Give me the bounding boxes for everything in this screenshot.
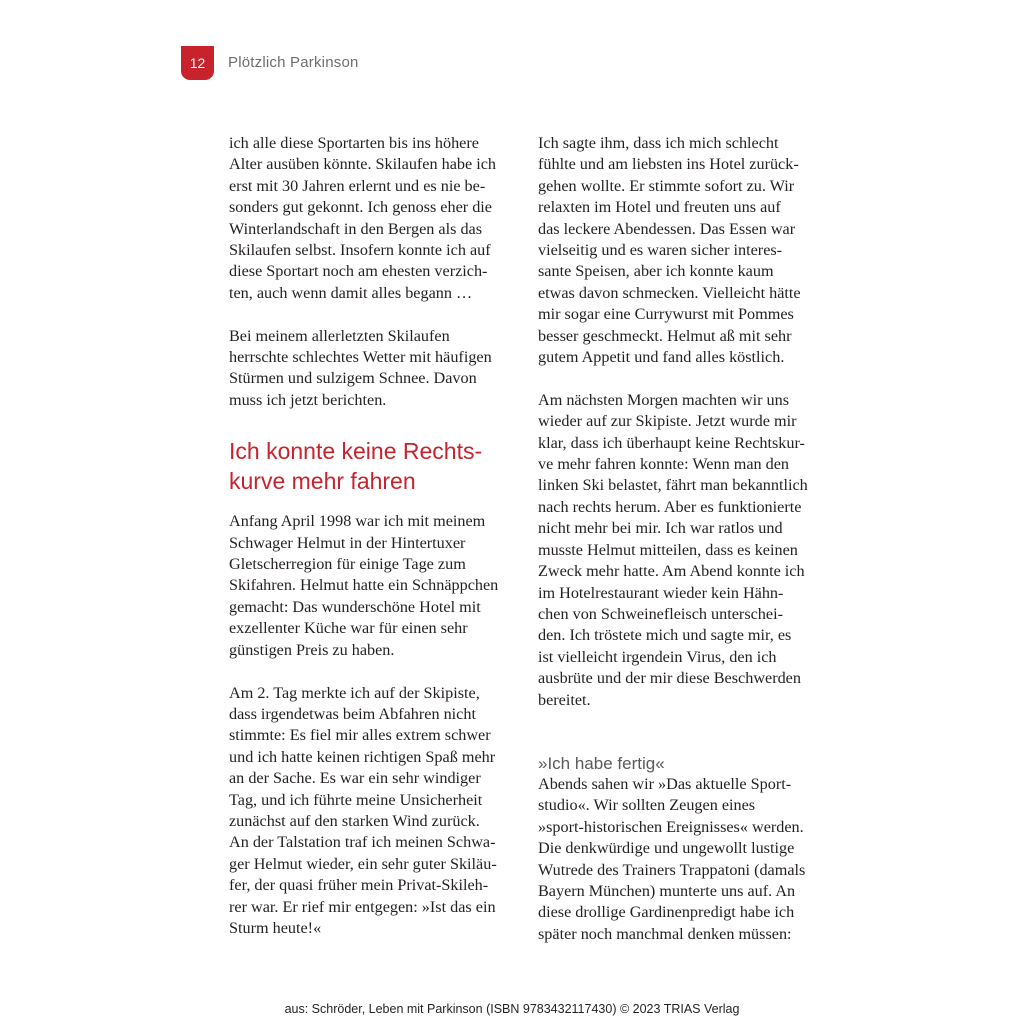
text-line: herrschte schlechtes Wetter mit häufigen xyxy=(229,348,492,367)
text-line: Schwager Helmut in der Hintertuxer xyxy=(229,533,466,552)
text-line: fer, der quasi früher mein Privat-Skileh- xyxy=(229,876,489,895)
text-line: muss ich jetzt berichten. xyxy=(229,390,387,409)
text-line: gutem Appetit und fand alles köstlich. xyxy=(538,348,785,367)
text-line: Am 2. Tag merkte ich auf der Skipiste, xyxy=(229,683,480,702)
text-line: Skilaufen selbst. Insofern konnte ich auf xyxy=(229,241,491,260)
section-heading xyxy=(229,436,529,496)
text-line: Zweck mehr hatte. Am Abend konnte ich xyxy=(538,562,805,581)
text-line: im Hotelrestaurant wieder kein Hähn- xyxy=(538,583,784,602)
text-line: Winterlandschaft in den Bergen als das xyxy=(229,219,483,238)
text-line: den. Ich tröstete mich und sagte mir, es xyxy=(538,626,792,645)
text-line: stimmte: Es fiel mir alles extrem schwer xyxy=(229,726,491,745)
text-line: Stürmen und sulzigem Schnee. Davon xyxy=(229,369,477,388)
text-line: Alter ausüben könnte. Skilaufen habe ich xyxy=(229,155,497,174)
text-line: Die denkwürdige und ungewollt lustige xyxy=(538,839,795,858)
text-line: Anfang April 1998 war ich mit meinem xyxy=(229,512,486,531)
paragraph xyxy=(229,511,529,661)
text-line: rer war. Er rief mir entgegen: »Ist das ein xyxy=(229,897,496,916)
text-line: ten, auch wenn damit alles begann … xyxy=(229,283,473,302)
text-line: ist vielleicht irgendein Virus, den ich xyxy=(538,647,777,666)
text-line: An der Talstation traf ich meinen Schwa- xyxy=(229,833,496,852)
text-line: Wutrede des Trainers Trappatoni (damals xyxy=(538,860,806,879)
text-line: an der Sache. Es war ein sehr windiger xyxy=(229,769,481,788)
text-line: diese drollige Gardinenpredigt habe ich xyxy=(538,903,795,922)
text-line: exzellenter Küche war für einen sehr xyxy=(229,619,468,638)
paragraph xyxy=(538,390,838,711)
text-line: besser geschmeckt. Helmut aß mit sehr xyxy=(538,326,792,345)
text-line: Sturm heute!« xyxy=(229,918,322,937)
page-number-badge: 12 xyxy=(181,46,214,80)
text-line: gemacht: Das wunderschöne Hotel mit xyxy=(229,597,481,616)
text-line: Ich konnte keine Rechts- xyxy=(229,438,483,465)
running-title: Plötzlich Parkinson xyxy=(228,54,359,71)
text-line: vielseitig und es waren sicher interes- xyxy=(538,241,783,260)
text-line: »sport-historischen Ereignisses« werden. xyxy=(538,817,804,836)
text-line: später noch manchmal denken müssen: xyxy=(538,924,792,943)
text-line: nach rechts herum. Aber es funktionierte xyxy=(538,497,802,516)
text-line: kurve mehr fahren xyxy=(229,468,416,495)
text-line: dass irgendetwas beim Abfahren nicht xyxy=(229,704,476,723)
text-line: diese Sportart noch am ehesten verzich- xyxy=(229,262,488,281)
text-line: zunächst auf den starken Wind zurück. xyxy=(229,811,480,830)
paragraph xyxy=(538,133,838,368)
text-line: linken Ski belastet, fährt man bekanntlich xyxy=(538,476,808,495)
text-line: chen von Schweinefleisch unterschei- xyxy=(538,604,783,623)
text-line: Am nächsten Morgen machten wir uns xyxy=(538,390,790,409)
sub-heading: »Ich habe fertig« xyxy=(538,753,665,773)
text-line: sante Speisen, aber ich konnte kaum xyxy=(538,262,774,281)
text-line: und ich hatte keinen richtigen Spaß mehr xyxy=(229,747,496,766)
source-footer: aus: Schröder, Leben mit Parkinson (ISBN 9783432117430) © 2023 TRIAS Verlag xyxy=(284,1002,740,1016)
left-column xyxy=(229,133,529,939)
text-line: erst mit 30 Jahren erlernt und es nie be- xyxy=(229,176,486,195)
text-line: fühlte und am liebsten ins Hotel zurück- xyxy=(538,155,799,174)
text-line: ausbrüte und der mir diese Beschwerden xyxy=(538,669,801,688)
paragraph xyxy=(538,774,838,945)
text-line: Bei meinem allerletzten Skilaufen xyxy=(229,326,450,345)
text-line: mir sogar eine Currywurst mit Pommes xyxy=(538,305,794,324)
text-line: gehen wollte. Er stimmte sofort zu. Wir xyxy=(538,176,795,195)
text-line: relaxten im Hotel und freuten uns auf xyxy=(538,198,781,217)
text-line: Tag, und ich führte meine Unsicherheit xyxy=(229,790,483,809)
text-line: ve mehr fahren konnte: Wenn man den xyxy=(538,455,790,474)
text-line: günstigen Preis zu haben. xyxy=(229,640,395,659)
text-line: klar, dass ich überhaupt keine Rechtskur- xyxy=(538,433,805,452)
paragraph xyxy=(229,133,529,304)
text-line: etwas davon schmecken. Vielleicht hätte xyxy=(538,283,801,302)
text-line: Bayern München) munterte uns auf. An xyxy=(538,881,796,900)
text-line: musste Helmut mitteilen, dass es keinen xyxy=(538,540,798,559)
text-line: Abends sahen wir »Das aktuelle Sport- xyxy=(538,774,792,793)
text-line: bereitet. xyxy=(538,690,591,709)
text-line: nicht mehr bei mir. Ich war ratlos und xyxy=(538,519,783,538)
text-line: studio«. Wir sollten Zeugen eines xyxy=(538,796,756,815)
paragraph xyxy=(229,326,529,412)
paragraph xyxy=(229,683,529,940)
right-column xyxy=(538,133,838,945)
text-line: sonders gut gekonnt. Ich genoss eher die xyxy=(229,198,492,217)
text-line: ger Helmut wieder, ein sehr guter Skiläu- xyxy=(229,854,497,873)
text-line: Skifahren. Helmut hatte ein Schnäppchen xyxy=(229,576,499,595)
text-line: wieder auf zur Skipiste. Jetzt wurde mir xyxy=(538,412,797,431)
text-line: das leckere Abendessen. Das Essen war xyxy=(538,219,796,238)
text-line: ich alle diese Sportarten bis ins höhere xyxy=(229,134,479,152)
text-line: Gletscherregion für einige Tage zum xyxy=(229,555,466,574)
text-line: Ich sagte ihm, dass ich mich schlecht xyxy=(538,134,779,152)
